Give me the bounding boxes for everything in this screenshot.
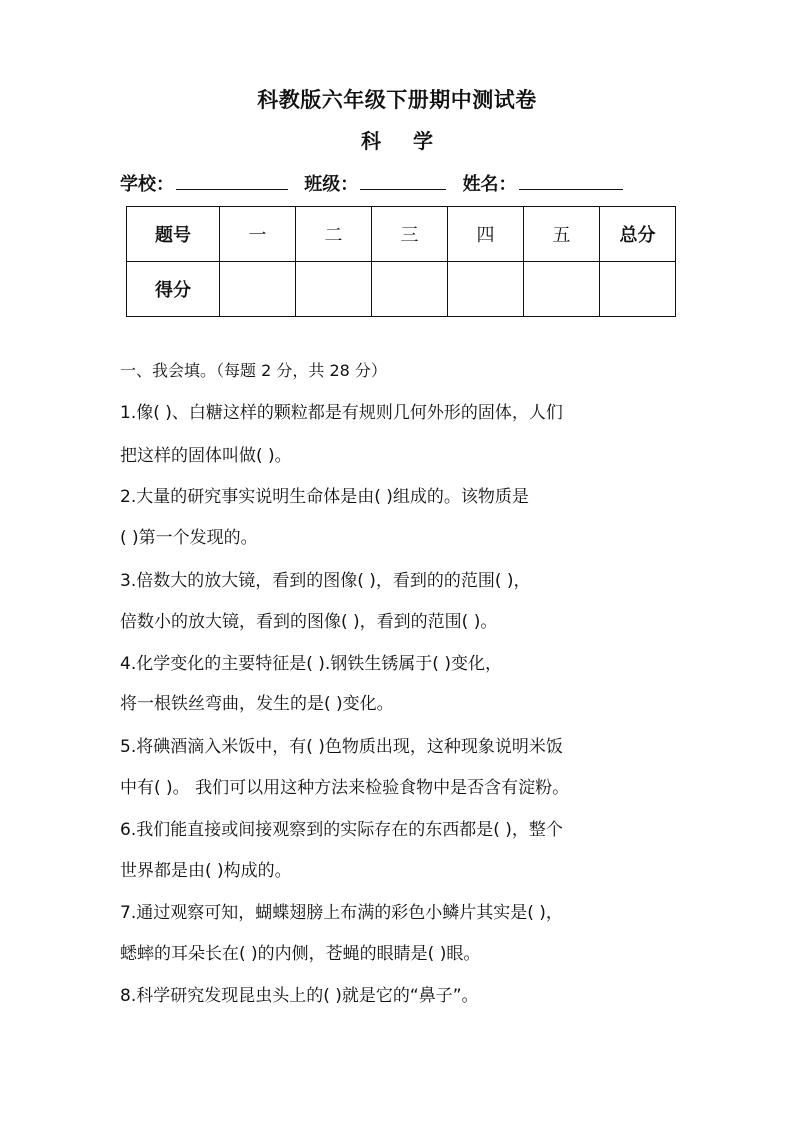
student-info-line — [120, 170, 633, 196]
name-label: 姓名： — [462, 174, 517, 195]
question-line: 6.我们能直接或间接观察到的实际存在的东西都是( )，整个 — [120, 820, 563, 840]
question-line: 8.科学研究发现昆虫头上的( )就是它的“鼻子”。 — [120, 986, 479, 1006]
score-header-cell: 题号 — [127, 207, 220, 262]
question-line: 中有( )。 我们可以用这种方法来检验食物中是否含有淀粉。 — [120, 778, 570, 798]
class-label: 班级： — [304, 174, 359, 195]
question-line: 4.化学变化的主要特征是( ).钢铁生锈属于( )变化， — [120, 654, 502, 674]
score-row-label: 得分 — [127, 262, 220, 317]
exam-title: 科教版六年级下册期中测试卷 — [257, 87, 537, 112]
score-cell[interactable] — [600, 262, 676, 317]
score-cell[interactable] — [524, 262, 600, 317]
score-header-cell: 总分 — [600, 207, 676, 262]
class-blank[interactable] — [360, 173, 446, 190]
score-cell[interactable] — [220, 262, 296, 317]
question-line: 2.大量的研究事实说明生命体是由( )组成的。该物质是 — [120, 487, 529, 507]
question-line: 世界都是由( )构成的。 — [120, 861, 292, 881]
section-heading: 一、我会填。（每题 2 分，共 28 分） — [120, 361, 387, 380]
score-header-cell: 五 — [524, 207, 600, 262]
score-cell[interactable] — [448, 262, 524, 317]
score-header-cell: 一 — [220, 207, 296, 262]
score-header-cell: 三 — [372, 207, 448, 262]
subject-heading: 科学 — [361, 129, 465, 153]
score-table-header-row — [127, 207, 676, 262]
question-line: 把这样的固体叫做( )。 — [120, 446, 292, 466]
question-line: 7.通过观察可知，蝴蝶翅膀上布满的彩色小鳞片其实是( )， — [120, 903, 563, 923]
question-line: 将一根铁丝弯曲，发生的是( )变化。 — [120, 694, 394, 714]
question-line: ( )第一个发现的。 — [120, 528, 258, 548]
score-cell[interactable] — [372, 262, 448, 317]
score-table-score-row — [127, 262, 676, 317]
question-line: 3.倍数大的放大镜，看到的图像( )，看到的的范围( )， — [120, 571, 531, 591]
school-label: 学校： — [120, 174, 174, 195]
score-table — [126, 206, 676, 317]
question-line: 蟋蟀的耳朵长在( )的内侧，苍蝇的眼睛是( )眼。 — [120, 944, 481, 964]
score-cell[interactable] — [296, 262, 372, 317]
question-line: 倍数小的放大镜，看到的图像( )，看到的范围( )。 — [120, 612, 498, 632]
school-blank[interactable] — [176, 173, 288, 190]
question-line: 1.像( )、白糖这样的颗粒都是有规则几何外形的固体，人们 — [120, 403, 563, 423]
score-header-cell: 四 — [448, 207, 524, 262]
name-blank[interactable] — [519, 173, 623, 190]
score-header-cell: 二 — [296, 207, 372, 262]
question-line: 5.将碘酒滴入米饭中，有( )色物质出现，这种现象说明米饭 — [120, 737, 563, 757]
